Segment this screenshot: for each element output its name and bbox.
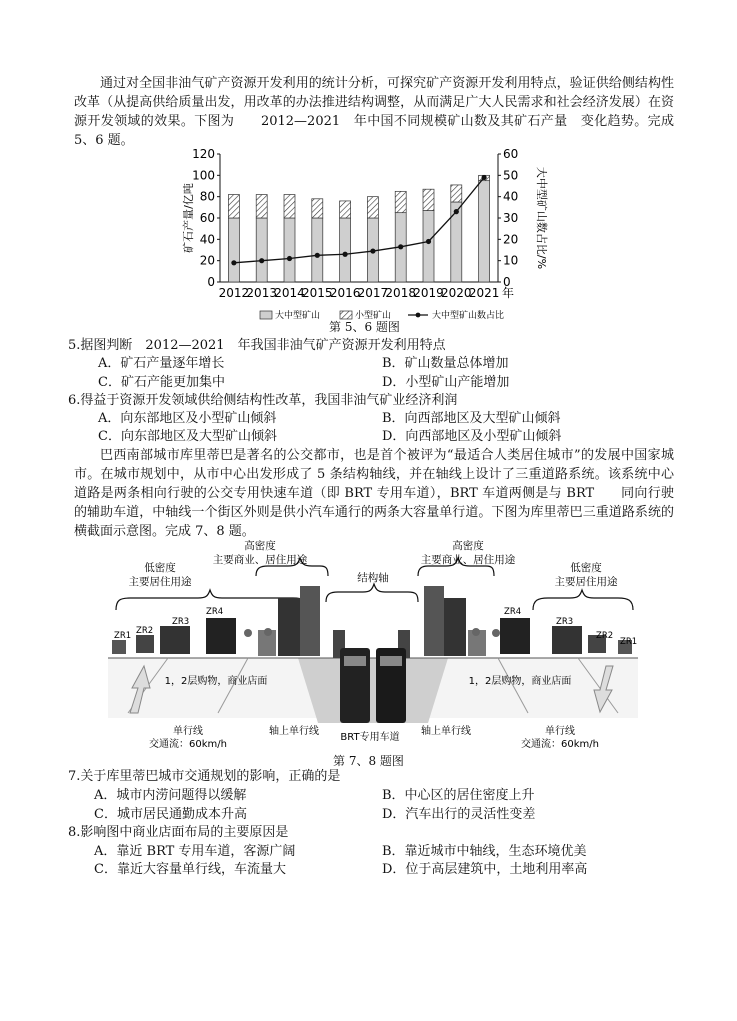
label-zr4-left: ZR4 (206, 607, 224, 617)
mine-output-chart (180, 146, 550, 328)
x-axis-suffix: 年 (502, 286, 515, 300)
q6-option-d[interactable]: D．向西部地区及小型矿山倾斜 (382, 429, 562, 444)
y-tick-label-right: 10 (503, 253, 519, 268)
y-axis-label-right: 大中型矿山数占比/% (535, 166, 548, 270)
point-large-mine-share (259, 258, 264, 263)
q5-option-a[interactable]: A．矿石产量逐年增长 (98, 356, 225, 371)
x-tick-label: 2021 (468, 286, 500, 300)
label-low-density-left-2: 主要居住用途 (128, 576, 192, 588)
label-low-density-left-1: 低密度 (144, 562, 176, 574)
point-large-mine-share (287, 256, 292, 261)
bar-small-mines (284, 195, 295, 218)
q5-stem: 5.据图判断 2012—2021 年我国非油气矿产资源开发利用特点 (68, 338, 446, 353)
bar-small-mines (256, 195, 267, 218)
line-large-mine-share (234, 177, 484, 262)
q7-stem: 7.关于库里蒂巴城市交通规划的影响，正确的是 (68, 769, 341, 784)
diagram-caption: 第 7、8 题图 (333, 754, 404, 768)
y-tick-label-left: 40 (199, 232, 215, 247)
q8-option-b[interactable]: B．靠近城市中轴线，生态环境优美 (382, 844, 587, 859)
y-tick-label-left: 0 (207, 275, 215, 289)
point-large-mine-share (231, 260, 236, 265)
bar-small-mines (228, 195, 239, 218)
label-shops-left: 1，2层购物，商业店面 (164, 676, 268, 687)
label-traffic-right: 交通流：60km/h (521, 739, 599, 750)
label-high-density-right-2: 主要商业、居住用途 (420, 554, 516, 566)
bar-small-mines (451, 185, 462, 202)
q6-option-b[interactable]: B．向西部地区及大型矿山倾斜 (382, 411, 561, 426)
y-tick-label-left: 100 (192, 168, 215, 183)
x-tick-label: 2019 (413, 286, 444, 300)
chart-caption: 第 5、6 题图 (329, 320, 400, 334)
label-low-density-right-1: 低密度 (570, 562, 602, 574)
legend-label-large: 大中型矿山 (275, 311, 321, 321)
label-axis-oneway-left: 轴上单行线 (269, 726, 319, 737)
q5-option-b[interactable]: B．矿山数量总体增加 (382, 356, 509, 371)
bar-large-mines (479, 181, 490, 282)
label-oneway-right: 单行线 (545, 726, 575, 737)
intro-paragraph-2: 巴西南部城市库里蒂巴是著名的公交都市，也是首个被评为“最适合人类居住城市”的发展中国家城市。在城市规划中，从市中心出发形成了 5 条结构轴线，并在轴线上设计了三重道路系统。该系统中心道路是两条相向行驶的公交专用快速车道（即 BRT 专用车道），BRT 车道两侧是与 BRT 同向行驶的辅助车道，中轴线一个街区外则是供小汽车通行的两条大容量单行道。下图为库里蒂巴三重道路系统的横截面示意图。完成 7、8 题。 (74, 448, 674, 539)
x-tick-label: 2016 (329, 286, 361, 300)
bar-small-mines (367, 197, 378, 218)
label-traffic-left: 交通流：60km/h (149, 739, 227, 750)
label-shops-right: 1，2层购物，商业店面 (468, 676, 572, 687)
label-axis-oneway-right: 轴上单行线 (421, 726, 471, 737)
x-tick-label: 2013 (246, 286, 277, 300)
road-cross-section-diagram (108, 538, 638, 753)
q6-option-a[interactable]: A．向东部地区及小型矿山倾斜 (98, 411, 277, 426)
point-large-mine-share (398, 244, 403, 249)
label-brt-lane: BRT专用车道 (340, 732, 400, 743)
point-large-mine-share (370, 248, 375, 253)
legend-swatch-large (260, 311, 272, 319)
label-zr1-left: ZR1 (114, 631, 132, 641)
point-large-mine-share (426, 239, 431, 244)
y-tick-label-right: 40 (503, 189, 519, 204)
y-tick-label-right: 0 (503, 275, 511, 289)
y-tick-label-right: 30 (503, 211, 519, 225)
q5-option-c[interactable]: C．矿石产能更加集中 (98, 375, 225, 390)
y-tick-label-left: 120 (192, 147, 215, 161)
q8-option-d[interactable]: D．位于高层建筑中，土地利用率高 (382, 862, 588, 877)
x-tick-label: 2012 (218, 286, 250, 300)
label-zr2-left: ZR2 (136, 626, 154, 636)
label-high-density-left-2: 主要商业、居住用途 (212, 554, 308, 566)
intro-paragraph-1: 通过对全国非油气矿产资源开发利用的统计分析，可探究矿产资源开发利用特点，验证供给侧结构性改革（从提高供给质量出发，用改革的办法推进结构调整，从而满足广大人民需求和社会经济发展）在资源开发领域的效果。下图为 2012—2021 年中国不同规模矿山数及其矿石产量 变化趋势。完成 5、6 题。 (74, 76, 688, 148)
bar-large-mines (423, 211, 434, 282)
q8-stem: 8.影响图中商业店面布局的主要原因是 (68, 825, 289, 840)
q7-option-d[interactable]: D．汽车出行的灵活性变差 (382, 807, 536, 822)
label-high-density-left-1: 高密度 (244, 540, 276, 552)
y-tick-label-right: 20 (503, 232, 519, 247)
y-tick-label-left: 20 (199, 253, 215, 268)
q7-option-a[interactable]: A．城市内涝问题得以缓解 (94, 788, 247, 803)
legend-label-small: 小型矿山 (355, 311, 392, 321)
label-zr2-right: ZR2 (596, 631, 614, 641)
y-axis-label-left: 矿石产量/亿吨 (182, 183, 195, 253)
q5-option-d[interactable]: D．小型矿山产能增加 (382, 375, 510, 390)
q6-option-c[interactable]: C．向东部地区及大型矿山倾斜 (98, 429, 277, 444)
q8-option-c[interactable]: C．靠近大容量单行线，车流量大 (94, 862, 286, 877)
y-tick-label-left: 80 (199, 189, 215, 204)
bar-large-mines (312, 218, 323, 282)
point-large-mine-share (315, 253, 320, 258)
x-tick-label: 2017 (357, 286, 389, 300)
label-low-density-right-2: 主要居住用途 (554, 576, 618, 588)
q7-option-b[interactable]: B．中心区的居住密度上升 (382, 788, 535, 803)
point-large-mine-share (454, 209, 459, 214)
label-structure-axis: 结构轴 (357, 572, 389, 584)
bar-small-mines (423, 189, 434, 210)
x-tick-label: 2014 (274, 286, 305, 300)
label-oneway-left: 单行线 (173, 726, 203, 737)
bar-small-mines (395, 191, 406, 212)
label-zr3-right: ZR3 (556, 617, 574, 627)
q7-option-c[interactable]: C．城市居民通勤成本升高 (94, 807, 247, 822)
bar-large-mines (340, 218, 351, 282)
label-high-density-right-1: 高密度 (452, 540, 484, 552)
y-tick-label-left: 60 (199, 211, 215, 225)
point-large-mine-share (482, 175, 487, 180)
y-tick-label-right: 60 (503, 147, 519, 161)
bar-large-mines (256, 218, 267, 282)
bar-small-mines (340, 201, 351, 218)
legend-label-share: 大中型矿山数占比 (432, 311, 505, 321)
point-large-mine-share (343, 252, 348, 257)
bar-large-mines (284, 218, 295, 282)
bar-large-mines (228, 218, 239, 282)
label-zr3-left: ZR3 (172, 617, 190, 627)
legend-swatch-share-dot (416, 313, 421, 318)
x-tick-label: 2018 (385, 286, 416, 300)
q6-stem: 6.得益于资源开发领域供给侧结构性改革，我国非油气矿业经济利润 (68, 393, 458, 408)
q8-option-a[interactable]: A．靠近 BRT 专用车道，客源广阔 (94, 844, 296, 859)
y-tick-label-right: 50 (503, 168, 519, 183)
x-tick-label: 2015 (302, 286, 333, 300)
x-tick-label: 2020 (441, 286, 472, 300)
label-zr1-right: ZR1 (620, 637, 638, 647)
bar-small-mines (312, 199, 323, 218)
label-zr4-right: ZR4 (504, 607, 522, 617)
